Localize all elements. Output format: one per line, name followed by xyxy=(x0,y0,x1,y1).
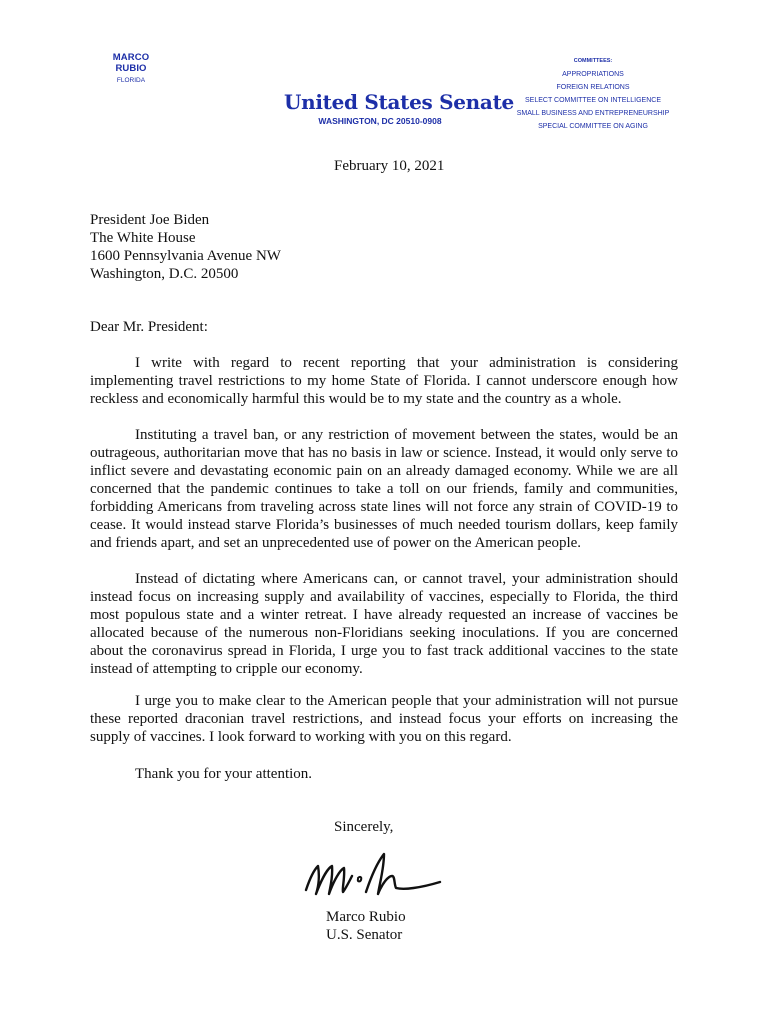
committees-heading: COMMITTEES: xyxy=(573,58,613,64)
recipient-line: 1600 Pennsylvania Avenue NW xyxy=(90,248,281,264)
closing: Sincerely, xyxy=(334,819,394,835)
recipient-line: Washington, D.C. 20500 xyxy=(90,266,239,282)
senator-letterhead xyxy=(96,52,166,84)
recipient-line: President Joe Biden xyxy=(90,212,210,228)
senator-state: FLORIDA xyxy=(116,77,146,84)
senate-header xyxy=(284,90,514,126)
letter-paragraph: Instituting a travel ban, or any restriction of movement between the states, would be an outrageous, authoritarian move that has no basis in law or science. Instead, it would only serve to inflict severe and devastating economic pain on an already damaged economy. While we are all concerned that the pandemic continues to take a toll on our friends, family and communities, forbidding Americans from traveling across state lines will not force any strain of COVID-19 to cease. It would instead starve Florida’s businesses of much needed tourism dollars, keep family and friends apart, and set an unprecedented use of power on the American people. xyxy=(90,427,678,551)
committee-item: SPECIAL COMMITTEE ON AGING xyxy=(538,123,648,130)
senator-name: MARCO RUBIO xyxy=(112,52,150,74)
letter-paragraph: I urge you to make clear to the American people that your administration will not pursue these reported draconian travel restrictions, and instead focus your efforts on increasing the supply of vaccines. I look forward to working with you on this regard. xyxy=(90,693,678,745)
committee-item: FOREIGN RELATIONS xyxy=(556,84,630,91)
committees-list xyxy=(508,58,678,133)
committee-item: APPROPRIATIONS xyxy=(562,71,624,78)
recipient-address xyxy=(90,211,281,283)
committee-item: SMALL BUSINESS AND ENTREPRENEURSHIP xyxy=(516,110,670,117)
signer-title: U.S. Senator xyxy=(326,927,403,943)
signer-name: Marco Rubio xyxy=(326,909,406,925)
committee-item: SELECT COMMITTEE ON INTELLIGENCE xyxy=(524,97,661,104)
signature-image xyxy=(300,848,450,908)
senate-address: WASHINGTON, DC 20510-0908 xyxy=(318,116,442,126)
signer-block xyxy=(326,908,406,944)
senate-title: United States Senate xyxy=(284,90,514,114)
salutation: Dear Mr. President: xyxy=(90,319,208,335)
thanks-line: Thank you for your attention. xyxy=(135,766,313,782)
letter-paragraph: Instead of dictating where Americans can, or cannot travel, your administration should instead focus on increasing supply and availability of vaccines, especially to Florida, the third most populous state and a winter retreat. I have already requested an increase of vaccines be allocated because of the numerous non-Floridians seeking inoculations. If you are concerned about the coronavirus spread in Florida, I urge you to fast track additional vaccines to the state instead of attempting to cripple our economy. xyxy=(90,571,678,677)
letter-date: February 10, 2021 xyxy=(334,158,445,174)
letter-paragraph: I write with regard to recent reporting that your administration is considering implementing travel restrictions to my home State of Florida. I cannot underscore enough how reckless and economically harmful this would be to my state and the country as a whole. xyxy=(90,355,678,407)
recipient-line: The White House xyxy=(90,230,196,246)
